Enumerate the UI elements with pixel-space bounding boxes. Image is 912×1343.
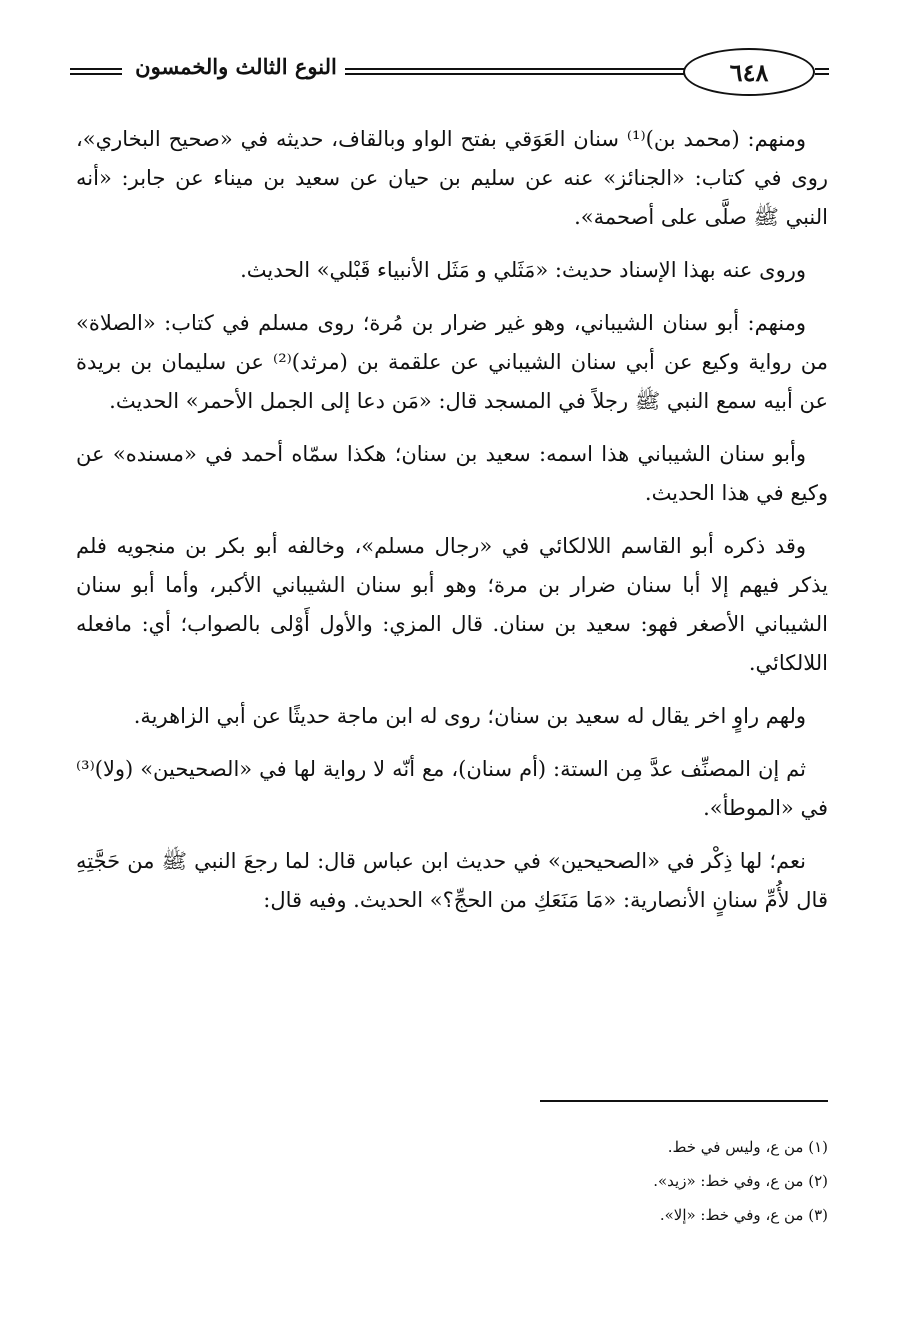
main-text [76,120,828,934]
chapter-title: النوع الثالث والخمسون [126,54,346,79]
page-number: ٦٤٨ [683,48,815,96]
footnote-divider [540,1100,828,1102]
footnote: (١) من ع، وليس في خط. [667,1138,828,1156]
page-header [70,42,830,102]
paragraph: وروى عنه بهذا الإسناد حديث: «مَثَلي و مَثَل الأنبياء قَبْلي» الحديث. [240,258,806,282]
footnotes [76,1130,828,1232]
footnote: (٢) من ع، وفي خط: «زيد». [653,1172,828,1190]
paragraph: نعم؛ لها ذِكْر في «الصحيحين» في حديث ابن عباس قال: لما رجعَ النبي ﷺ من حَجَّتِهِ قال لأُمِّ سنانٍ الأنصارية: «مَا مَنَعَكِ من الحجِّ؟» الحديث. وفيه قال: [76,849,828,912]
header-rule-left [70,68,122,75]
header-rule-right [815,68,829,75]
paragraph: وقد ذكره أبو القاسم اللالكائي في «رجال مسلم»، وخالفه أبو بكر بن منجويه فلم يذكر فيهم إلا أبا سنان ضرار بن مرة؛ وهو أبو سنان الشيباني الأكبر، وأما أبو سنان الشيباني الأصغر فهو: سعيد بن سنان. قال المزي: والأول أَوْلى بالصواب؛ أي: مافعله اللالكائي. [76,534,828,675]
paragraph: ثم إن المصنِّف عدَّ مِن الستة: (أم سنان)، مع أنّه لا رواية لها في «الصحيحين» (ولا)⁽³⁾ في «الموطأ». [76,757,828,820]
paragraph: ومنهم: (محمد بن)⁽¹⁾ سنان العَوَقي بفتح الواو وبالقاف، حديثه في «صحيح البخاري»، روى في كتاب: «الجنائز» عنه عن سليم بن حيان عن سعيد بن ميناء عن جابر: «أنه النبي ﷺ صلَّى على أصحمة». [76,127,828,229]
footnote: (٣) من ع، وفي خط: «إلا». [659,1206,828,1224]
paragraph: ولهم راوٍ اخر يقال له سعيد بن سنان؛ روى له ابن ماجة حديثًا عن أبي الزاهرية. [133,704,806,728]
paragraph: ومنهم: أبو سنان الشيباني، وهو غير ضرار بن مُرة؛ روى مسلم في كتاب: «الصلاة» من رواية وكيع عن أبي سنان الشيباني عن علقمة بن (مرثد)⁽²⁾ عن سليمان بن بريدة عن أبيه سمع النبي ﷺ رجلاً في المسجد قال: «مَن دعا إلى الجمل الأحمر» الحديث. [76,311,829,413]
paragraph: وأبو سنان الشيباني هذا اسمه: سعيد بن سنان؛ هكذا سمّاه أحمد في «مسنده» عن وكيع في هذا الحديث. [76,442,828,505]
